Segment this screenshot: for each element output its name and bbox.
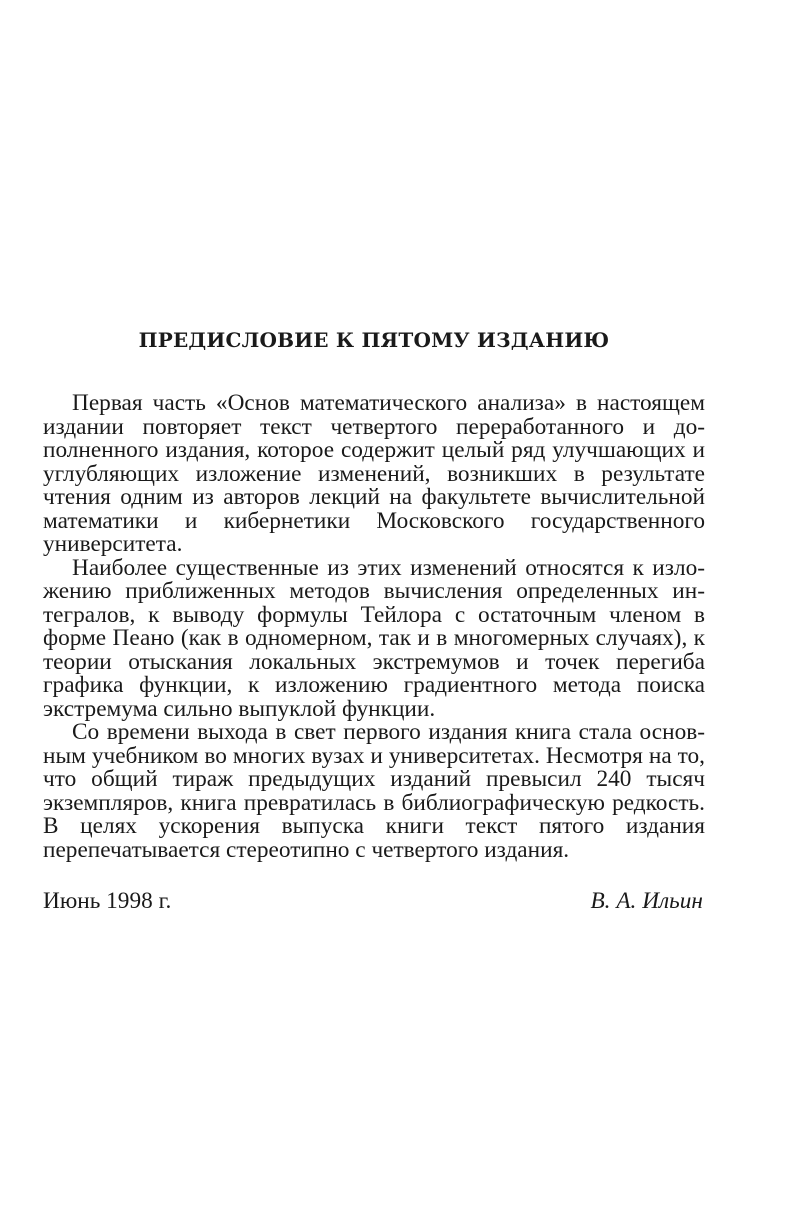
paragraph-3: Со времени выхода в свет первого издания книга стала основным учебником во многих вузах и университетах. Несмотря на то, что общий тираж предыдущих изданий превысил 240 тысяч экземпляров, книга превратилась в библиографическую редкость. В целях ускорения выпуска книги текст пятого издания перепечатывается стереотипно с четвертого издания. xyxy=(43,719,705,863)
preface-page xyxy=(43,326,705,914)
signature-line xyxy=(43,888,705,914)
author-name: В. А. Ильин xyxy=(590,888,703,914)
page-title: ПРЕДИСЛОВИЕ К ПЯТОМУ ИЗДАНИЮ xyxy=(138,328,610,352)
preface-body xyxy=(43,392,705,862)
paragraph-1: Первая часть «Основ математического анализа» в настоящем издании повторяет текст четвертого переработанного и дополненного издания, которое содержит целый ряд улучшающих и углубляющих изложение изменений, возникших в результате чтения одним из авторов лекций на факультете вычислительной математики и кибернетики Московского государственного университета. xyxy=(43,390,705,557)
paragraph-2: Наиболее существенные из этих изменений относятся к изложению приближенных методов вычисления определенных интегралов, к выводу формулы Тейлора с остаточным членом в форме Пеано (как в одномерном, так и в многомерных случаях), к теории отыскания локальных экстремумов и точек перегиба графика функции, к изложению градиентного метода поиска экстремума сильно выпуклой функции. xyxy=(43,554,705,722)
date-text: Июнь 1998 г. xyxy=(43,888,172,914)
